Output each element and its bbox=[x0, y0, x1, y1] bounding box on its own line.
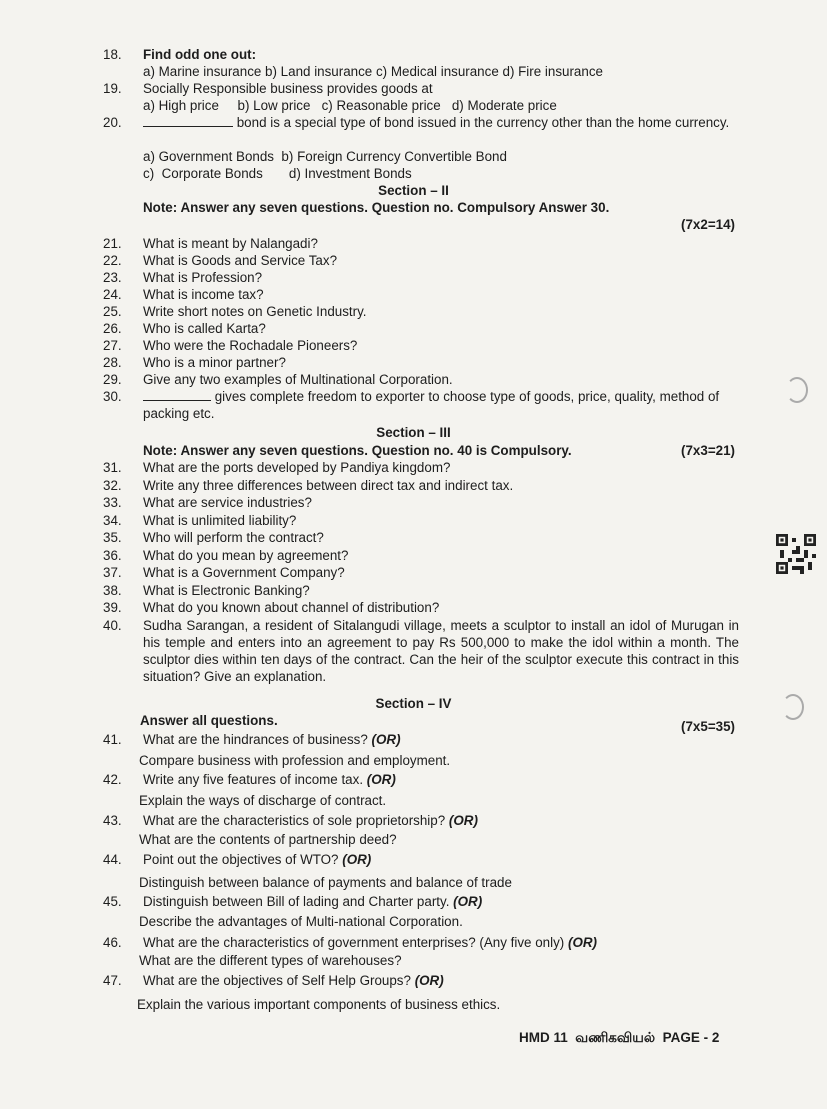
section-4-title: Section – IV bbox=[375, 696, 452, 711]
question-text: What are the ports developed by Pandiya kingdom? bbox=[143, 460, 451, 475]
question-text: What is income tax? bbox=[143, 287, 264, 302]
question-47-alt: Explain the various important components of business ethics. bbox=[137, 997, 501, 1012]
fill-blank bbox=[143, 388, 211, 401]
question-text: Find odd one out: bbox=[143, 47, 257, 62]
punch-hole-icon bbox=[782, 694, 804, 720]
question-20-options-2: c) Corporate Bonds d) Investment Bonds bbox=[143, 166, 412, 181]
footer-page: PAGE - 2 bbox=[662, 1030, 720, 1045]
page-footer bbox=[519, 1030, 719, 1048]
question-number: 43. bbox=[103, 813, 122, 828]
footer-code: HMD 11 bbox=[519, 1030, 568, 1045]
question-number: 30. bbox=[103, 389, 122, 404]
question-number: 35. bbox=[103, 530, 122, 545]
question-41-alt: Compare business with profession and employment. bbox=[139, 753, 451, 768]
question-number: 28. bbox=[103, 355, 122, 370]
question-number: 26. bbox=[103, 321, 122, 336]
question-text: What are service industries? bbox=[143, 495, 312, 510]
question-number: 41. bbox=[103, 732, 122, 747]
question-number: 46. bbox=[103, 935, 122, 950]
question-number: 33. bbox=[103, 495, 122, 510]
question-text: What do you known about channel of distribution? bbox=[143, 600, 440, 615]
question-text: Socially Responsible business provides goods at bbox=[143, 81, 433, 96]
question-number: 20. bbox=[103, 115, 122, 130]
question-text: Write any five features of income tax. bbox=[143, 772, 364, 787]
section-3-note: Note: Answer any seven questions. Question no. 40 is Compulsory. bbox=[143, 443, 572, 458]
question-text: gives complete freedom to exporter to choose type of goods, price, quality, method of packing etc. bbox=[143, 389, 720, 421]
question-text: Point out the objectives of WTO? bbox=[143, 852, 339, 867]
punch-hole-icon bbox=[786, 377, 808, 403]
question-number: 22. bbox=[103, 253, 122, 268]
section-2-marks: (7x2=14) bbox=[681, 217, 735, 232]
question-number: 24. bbox=[103, 287, 122, 302]
question-number: 25. bbox=[103, 304, 122, 319]
question-text: What are the characteristics of sole proprietorship? bbox=[143, 813, 446, 828]
question-number: 31. bbox=[103, 460, 122, 475]
question-number: 36. bbox=[103, 548, 122, 563]
or-label: (OR) bbox=[371, 732, 401, 747]
question-text: What is Profession? bbox=[143, 270, 263, 285]
question-number: 45. bbox=[103, 894, 122, 909]
question-text: What do you mean by agreement? bbox=[143, 548, 349, 563]
question-46-alt: What are the different types of warehouses? bbox=[139, 953, 402, 968]
question-number: 18. bbox=[103, 47, 122, 62]
question-number: 21. bbox=[103, 236, 122, 251]
section-3-marks: (7x3=21) bbox=[681, 443, 735, 458]
question-number: 44. bbox=[103, 852, 122, 867]
question-number: 40. bbox=[103, 618, 122, 633]
section-2-title: Section – II bbox=[378, 183, 449, 198]
question-text: What are the hindrances of business? bbox=[143, 732, 368, 747]
question-number: 38. bbox=[103, 583, 122, 598]
question-number: 39. bbox=[103, 600, 122, 615]
question-number: 23. bbox=[103, 270, 122, 285]
question-text: What is unlimited liability? bbox=[143, 513, 297, 528]
question-text: What are the objectives of Self Help Groups? bbox=[143, 973, 411, 988]
question-text: Write any three differences between direct tax and indirect tax. bbox=[143, 478, 514, 493]
question-45-alt: Describe the advantages of Multi-national Corporation. bbox=[139, 914, 463, 929]
footer-subject: வணிகவியல் bbox=[575, 1030, 656, 1045]
question-text: What is Electronic Banking? bbox=[143, 583, 310, 598]
question-text: Who were the Rochadale Pioneers? bbox=[143, 338, 358, 353]
question-43-alt: What are the contents of partnership deed? bbox=[139, 832, 397, 847]
question-number: 47. bbox=[103, 973, 122, 988]
question-18-options: a) Marine insurance b) Land insurance c) Medical insurance d) Fire insurance bbox=[143, 64, 603, 79]
question-number: 19. bbox=[103, 81, 122, 96]
question-text: What is meant by Nalangadi? bbox=[143, 236, 318, 251]
question-number: 34. bbox=[103, 513, 122, 528]
question-text: What are the characteristics of government enterprises? (Any five only) bbox=[143, 935, 565, 950]
question-text: Who is a minor partner? bbox=[143, 355, 286, 370]
question-text: What is a Government Company? bbox=[143, 565, 345, 580]
section-4-note: Answer all questions. bbox=[140, 713, 278, 728]
question-text: Sudha Sarangan, a resident of Sitalangudi village, meets a sculptor to install an idol of Murugan in his temple and enters into an agreement to pay Rs 500,000 to make the idol within a month. The sculptor dies within ten days of the contract. Can the heir of the sculptor execute this contract in this situation? Give an explanation. bbox=[143, 618, 739, 684]
question-text: Who is called Karta? bbox=[143, 321, 266, 336]
question-text: Who will perform the contract? bbox=[143, 530, 324, 545]
question-text: bond is a special type of bond issued in the currency other than the home currency. bbox=[236, 115, 730, 130]
or-label: (OR) bbox=[342, 852, 372, 867]
question-44-alt: Distinguish between balance of payments and balance of trade bbox=[139, 875, 512, 890]
question-number: 37. bbox=[103, 565, 122, 580]
question-19-options: a) High price b) Low price c) Reasonable price d) Moderate price bbox=[143, 98, 557, 113]
or-label: (OR) bbox=[448, 813, 478, 828]
question-42-alt: Explain the ways of discharge of contract. bbox=[139, 793, 387, 808]
question-text: Distinguish between Bill of lading and Charter party. bbox=[143, 894, 450, 909]
or-label: (OR) bbox=[453, 894, 483, 909]
question-number: 27. bbox=[103, 338, 122, 353]
qr-code-icon bbox=[776, 534, 816, 574]
section-2-note: Note: Answer any seven questions. Question no. Compulsory Answer 30. bbox=[143, 200, 610, 215]
question-text: Give any two examples of Multinational Corporation. bbox=[143, 372, 453, 387]
question-number: 29. bbox=[103, 372, 122, 387]
or-label: (OR) bbox=[567, 935, 597, 950]
question-number: 42. bbox=[103, 772, 122, 787]
question-20-options-1: a) Government Bonds b) Foreign Currency Convertible Bond bbox=[143, 149, 507, 164]
question-text: Write short notes on Genetic Industry. bbox=[143, 304, 367, 319]
question-number: 32. bbox=[103, 478, 122, 493]
section-3-title: Section – III bbox=[376, 425, 451, 440]
or-label: (OR) bbox=[366, 772, 396, 787]
or-label: (OR) bbox=[414, 973, 444, 988]
section-4-marks: (7x5=35) bbox=[681, 719, 735, 734]
fill-blank bbox=[143, 114, 233, 127]
question-text: What is Goods and Service Tax? bbox=[143, 253, 338, 268]
